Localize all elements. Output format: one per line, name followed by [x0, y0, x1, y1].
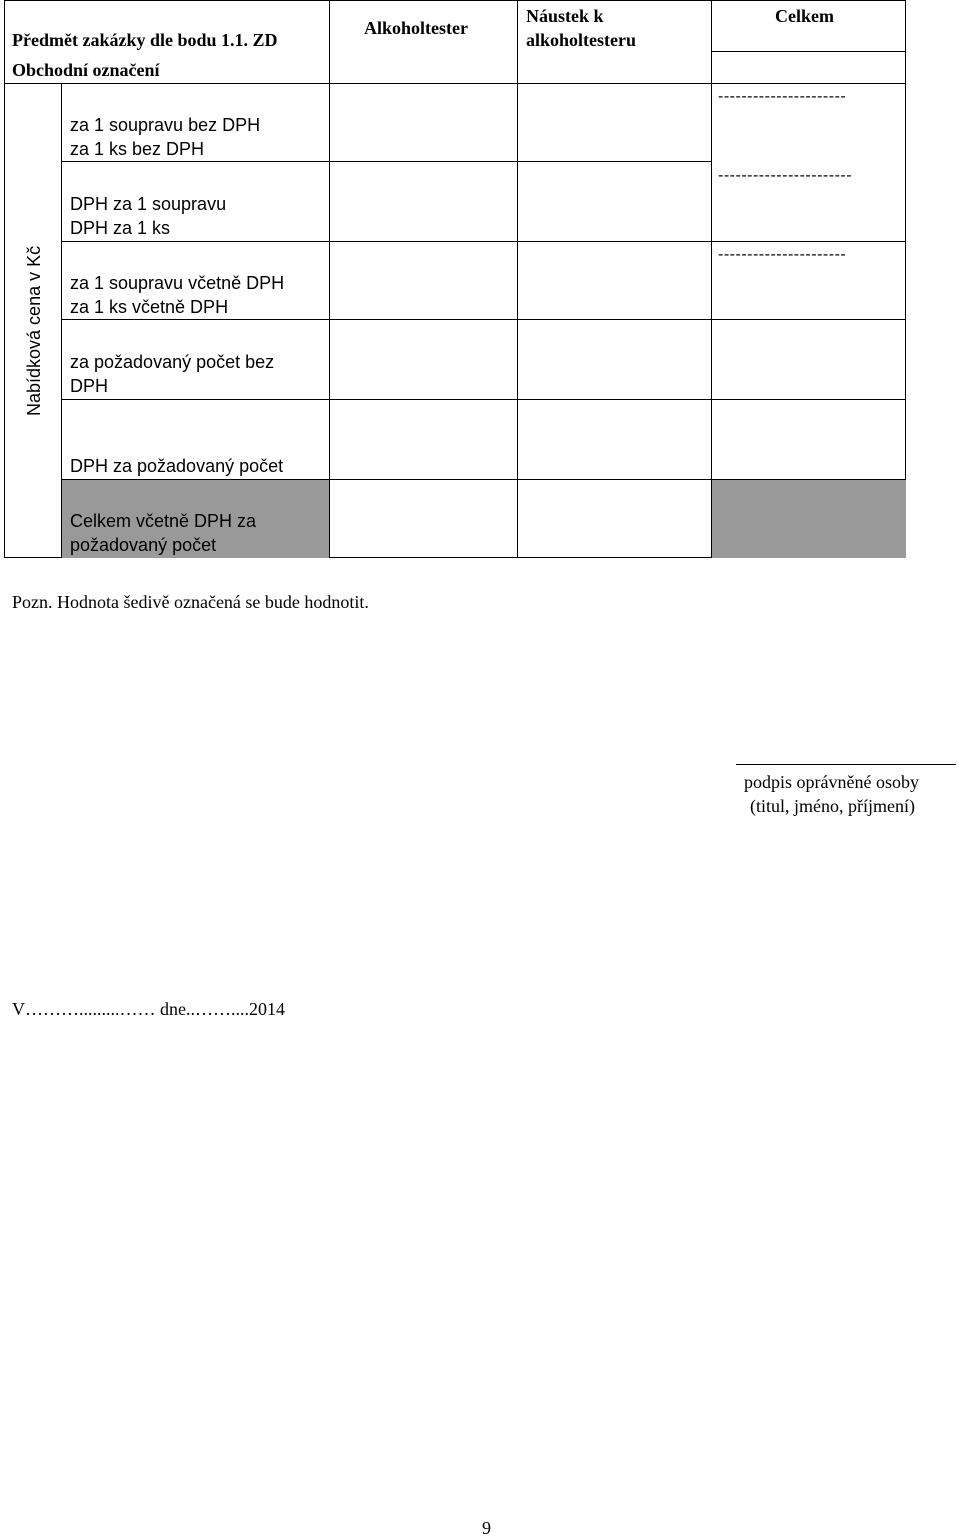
row-6-total-cell — [712, 480, 906, 558]
row-3-naustek-cell — [518, 242, 712, 320]
row-5-alkoholtester-cell — [330, 400, 518, 480]
page-number: 9 — [482, 1518, 491, 1538]
row-3-total-dashes: ---------------------- — [718, 246, 847, 263]
row-1-line1: za 1 soupravu bez DPH — [70, 115, 261, 135]
row-6-naustek-cell — [518, 480, 712, 558]
header-subject-label: Předmět zakázky dle bodu 1.1. ZD — [12, 30, 278, 50]
note-text: Pozn. Hodnota šedivě označená se bude hodnotit. — [12, 592, 369, 612]
row-1-naustek-cell — [518, 84, 712, 162]
row-4-line1: za požadovaný počet bez — [70, 352, 275, 372]
row-5-naustek-cell — [518, 400, 712, 480]
row-6-line2: požadovaný počet — [70, 535, 217, 555]
signature-line — [736, 764, 956, 765]
signature-line2: (titul, jméno, příjmení) — [750, 796, 915, 816]
row-2-naustek-cell — [518, 162, 712, 242]
row-1-line2: za 1 ks bez DPH — [70, 139, 205, 159]
row-4-line2: DPH — [70, 376, 109, 396]
row-3-line2: za 1 ks včetně DPH — [70, 297, 229, 317]
row-4-alkoholtester-cell — [330, 320, 518, 400]
side-label-text: Nabídková cena v Kč — [24, 245, 44, 416]
signature-line1: podpis oprávněné osoby — [744, 772, 919, 792]
header-trade-name-label: Obchodní označení — [12, 60, 160, 80]
row-1-alkoholtester-cell — [330, 84, 518, 162]
row-1-total-dashes: ---------------------- — [718, 88, 847, 105]
row-2-line1: DPH za 1 soupravu — [70, 194, 227, 214]
row-2-total-dashes: ----------------------- — [718, 167, 853, 184]
row-3-line1: za 1 soupravu včetně DPH — [70, 273, 285, 293]
row-4-naustek-cell — [518, 320, 712, 400]
header-celkem-label: Celkem — [775, 6, 834, 26]
row-6-line1: Celkem včetně DPH za — [70, 511, 257, 531]
row-2-alkoholtester-cell — [330, 162, 518, 242]
row-6-alkoholtester-cell — [330, 480, 518, 558]
header-alkoholtester-cell — [330, 0, 518, 84]
header-naustek-line1: Náustek k — [526, 6, 604, 26]
row-5-line1: DPH za požadovaný počet — [70, 456, 284, 476]
header-alkoholtester-label: Alkoholtester — [364, 18, 468, 38]
header-celkem-lower-cell — [712, 52, 906, 84]
place-date-line: V……….........…… dne..……....2014 — [12, 999, 285, 1019]
header-naustek-line2: alkoholtesteru — [526, 30, 636, 50]
row-3-alkoholtester-cell — [330, 242, 518, 320]
row-2-line2: DPH za 1 ks — [70, 218, 171, 238]
row-4-total-cell — [712, 320, 906, 400]
row-5-total-cell — [712, 400, 906, 480]
